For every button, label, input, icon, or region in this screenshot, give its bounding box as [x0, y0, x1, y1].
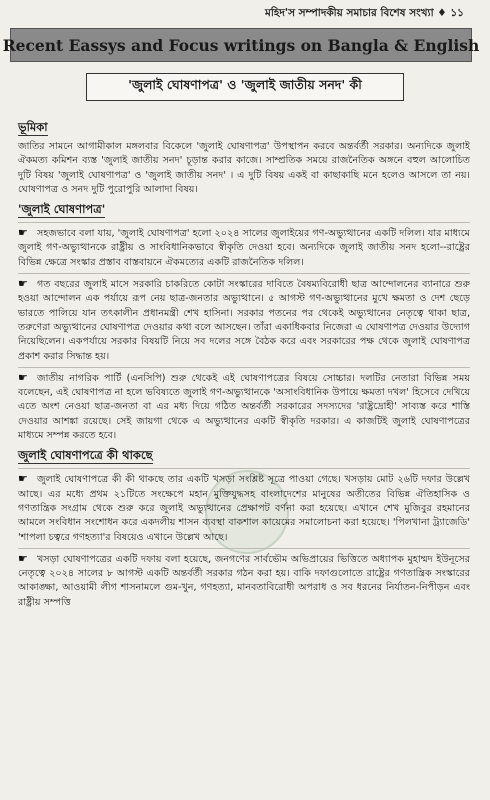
running-head: মহিদ'স সম্পাদকীয় সমাচার বিশেষ সংখ্যা ♦ ১১	[265, 7, 464, 19]
section-heading-intro: ভূমিকা	[18, 120, 48, 134]
section-heading-july-declaration: 'জুলাই ঘোষণাপত্র'	[18, 202, 106, 217]
bullet-text: জুলাই ঘোষণাপত্রে কী কী থাকছে তার একটি খসড়া সংশ্লিষ্ট সূত্রে পাওয়া গেছে। খসড়ায় মোট ২৬টি দফার উল্লেখ আছে। এর মধ্যে প্রথম ২১টিতে সংক্ষেপে মহান মুক্তিযুদ্ধসহ বাংলাদেশের মানুষের অতীতের বিভিন্ন ঐতিহাসিক ও গণতান্ত্রিক সংগ্রাম থেকে শুরু করে জুলাই অভ্যুত্থানের প্রেক্ষাপট বর্ণনা করা হয়েছে। এখানে শেখ মুজিবুর রহমানের আমলে সংবিধান সংশোধন করে একদলীয় শাসন ব্যবস্থা বাকশাল কায়েমের সমালোচনা করা হয়েছে। 'পিলখানা ট্র্যাজেডি' 'শাপলা চত্বরে গণহত্যা'র বিষয়েও এখানে উল্লেখ আছে।	[18, 474, 470, 543]
bullet-paragraph	[18, 468, 470, 544]
article-title-box	[86, 73, 404, 101]
bullet-paragraph	[18, 548, 470, 610]
pointing-hand-icon: ☛	[18, 277, 28, 291]
article-body	[18, 118, 470, 613]
bullet-paragraph	[18, 222, 470, 270]
pointing-hand-icon: ☛	[18, 472, 28, 486]
banner-title: Recent Eassys and Focus writings on Bangla & English	[2, 35, 480, 55]
intro-paragraph: জাতির সামনে আগামীকাল মঙ্গলবার বিকেলে 'জুলাই ঘোষণাপত্র' উপস্থাপন করবে অন্তর্বর্তী সরকার। অন্যদিকে জুলাই ঐকমত্য কমিশন ব্যস্ত 'জুলাই জাতীয় সনদ' চূড়ান্ত করার কাজে। সাম্প্রতিক সময়ে রাজনৈতিক অঙ্গনে বহুল আলোচিত দুটি বিষয় 'জুলাই ঘোষণাপত্র' ও 'জুলাই জাতীয় সনদ' । এ দুটি বিষয় একই বা কাছাকাছি মনে হলেও আসলে তা নয়। ঘোষণাপত্র ও সনদ দুটি পুরোপুরি আলাদা বিষয়।	[18, 141, 470, 195]
pointing-hand-icon: ☛	[18, 226, 28, 240]
bullet-paragraph	[18, 367, 470, 443]
bullet-paragraph	[18, 273, 470, 364]
section-banner	[2, 28, 480, 62]
bullet-text: গত বছরের জুলাই মাসে সরকারি চাকরিতে কোটা সংস্কারের দাবিতে বৈষম্যবিরোধী ছাত্র আন্দোলনের ব্যানারে শুরু হওয়া আন্দোলন এক পর্যায়ে রূপ নেয় ছাত্র-জনতার অভ্যুত্থানে। ৫ আগস্ট গণ-অভ্যুত্থানের মুখে ক্ষমতা ও দেশ ছেড়ে ভারতে পালিয়ে যান তৎকালীন প্রধানমন্ত্রী শেখ হাসিনা। সরকার পতনের পর থেকেই অভ্যুত্থানের নেতৃত্বে থাকা ছাত্র, তরুণেরা অভ্যুত্থানের ঘোষণাপত্র দেওয়ার কথা বলে আসছেন। তাঁরা একাধিকবার নিজেরা এ ঘোষণাপত্র দেওয়ার উদ্যোগ নিয়েছিলেন। একপর্যায়ে সরকার বিষয়টি নিয়ে সব দলের সঙ্গে বৈঠক করে এবং সরকারের পক্ষ থেকে জুলাই ঘোষণাপত্র প্রকাশ করার সিদ্ধান্ত হয়।	[18, 279, 470, 362]
article-title: 'জুলাই ঘোষণাপত্র' ও 'জুলাই জাতীয় সনদ' কী	[128, 77, 362, 92]
bullet-text: জাতীয় নাগরিক পার্টি (এনসিপি) শুরু থেকেই এই ঘোষণাপত্রের বিষয়ে সোচ্চার। দলটির নেতারা বিভিন্ন সময় বলেছেন, এই ঘোষণাপত্র না হলে ভবিষ্যতে জুলাই গণ-অভ্যুত্থানকে 'অসাংবিধানিক উপায়ে ক্ষমতা দখল' হিসেবে দেখিয়ে এতে অংশ নেওয়া ছাত্র-জনতা বা এর মধ্য দিয়ে গঠিত অন্তর্বর্তী সরকারের সদস্যদের 'রাষ্ট্রদ্রোহী' সাব্যস্ত করে শাস্তি দেওয়ার আশঙ্কা রয়েছে। সেই জায়গা থেকে এ অভ্যুত্থানের একটি স্বীকৃতি দরকার। এ কাজটিই জুলাই ঘোষণাপত্রের মাধ্যমে সম্পন্ন করতে হবে।	[18, 372, 470, 442]
pointing-hand-icon: ☛	[18, 370, 28, 384]
section-heading-contents: জুলাই ঘোষণাপত্রে কী থাকছে	[18, 448, 153, 463]
bullet-text: খসড়া ঘোষণাপত্রের একটি দফায় বলা হয়েছে, জনগণের সার্বভৌম অভিপ্রায়ের ভিত্তিতে অধ্যাপক মুহাম্মদ ইউনূসের নেতৃত্বে ২০২৪ সালের ৮ আগস্ট একটি অন্তর্বর্তী সরকার গঠন করা হয়। বাকি দফাগুলোতে রাষ্ট্রের গণতান্ত্রিক সংস্কারের আকাঙ্ক্ষা, আওয়ামী লীগ শাসনামলে গুম-খুন, গণহত্যা, মানবতাবিরোধী অপরাধ ও সব ধরনের নির্যাতন-নিপীড়ন এবং রাষ্ট্রীয় সম্পত্তি	[18, 553, 470, 608]
pointing-hand-icon: ☛	[18, 551, 28, 565]
bullet-text: সহজভাবে বলা যায়, 'জুলাই ঘোষণাপত্র' হলো ২০২৪ সালের জুলাইয়ের গণ-অভ্যুত্থানের একটি দলিল। যার মাধ্যমে জুলাই গণ-অভ্যুত্থানকে রাষ্ট্রীয় ও সাংবিধানিকভাবে স্বীকৃতি দেওয়া হবে। অন্যদিকে জুলাই জাতীয় সনদ হলো--রাষ্ট্রের বিভিন্ন ক্ষেত্রে সংস্কার প্রস্তাব বাস্তবায়নে ঐকমত্যের একটি রাজনৈতিক দলিল।	[18, 228, 470, 268]
